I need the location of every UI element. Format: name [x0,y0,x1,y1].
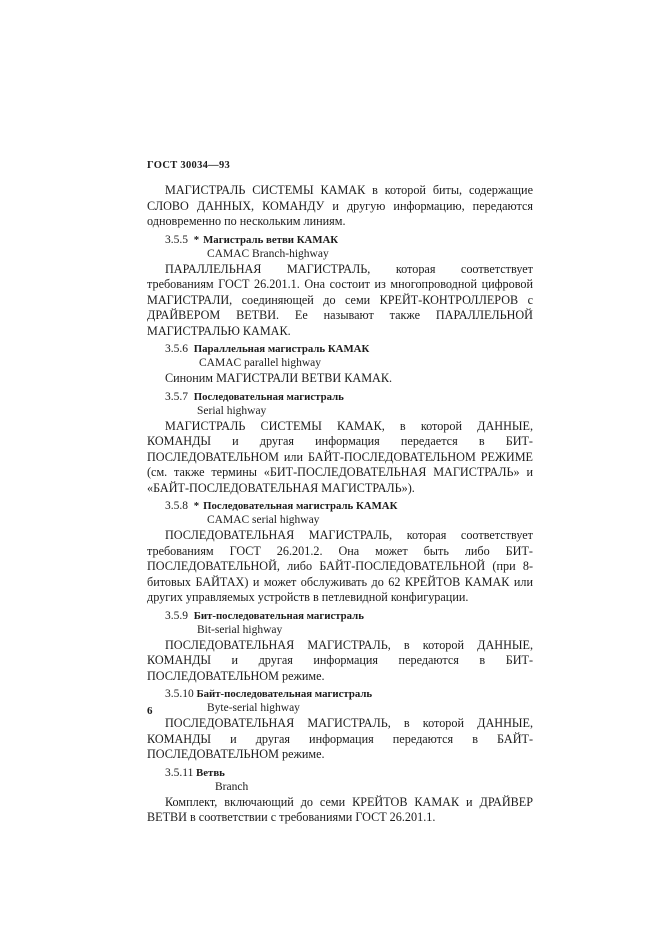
term-heading [147,499,533,527]
term-title: Параллельная магистраль КАМАК [193,343,370,355]
term-definition: ПОСЛЕДОВАТЕЛЬНАЯ МАГИСТРАЛЬ, в которой ДАННЫЕ, КОМАНДЫ и другая информация передаются в БИТ-ПОСЛЕДОВАТЕЛЬНОМ режиме. [147,637,533,683]
term-english: Branch [215,780,249,793]
term-entry [147,687,533,763]
term-number: 3.5.7 [165,390,188,403]
term-title-line [147,390,533,405]
term-title-line [147,499,533,514]
term-definition: Синоним МАГИСТРАЛИ ВЕТВИ КАМАК. [165,371,393,385]
term-number: 3.5.10 [165,688,194,700]
term-title-line [147,766,533,781]
term-definition: ПОСЛЕДОВАТЕЛЬНАЯ МАГИСТРАЛЬ, в которой ДАННЫЕ, КОМАНДЫ и другая информация передаются в БАЙТ-ПОСЛЕДОВАТЕЛЬНОМ режиме. [147,716,533,761]
term-number: 3.5.8 [165,500,188,512]
term-title: Последовательная магистраль КАМАК [203,500,398,512]
intro-paragraph: МАГИСТРАЛЬ СИСТЕМЫ КАМАК в которой биты, содержащие СЛОВО ДАННЫХ, КОМАНДУ и другую информацию, передаются одновременно по нескольким линиям. [147,183,533,228]
term-entry [147,233,533,340]
term-definition: ПОСЛЕДОВАТЕЛЬНАЯ МАГИСТРАЛЬ, которая соответствует требованиям ГОСТ 26.201.2. Она может быть либо БИТ-ПОСЛЕДОВАТЕЛЬНОЙ, либо БАЙТ-ПОСЛЕДОВАТЕЛЬНОЙ (при 8-битовых БАЙТАХ) и может обслуживать до 62 КРЕЙТОВ КАМАК или других управляемых устройств в петлевидной конфигурации. [147,528,533,604]
term-title-line [147,233,533,248]
term-number: 3.5.9 [165,609,188,622]
term-title: Последовательная магистраль [193,390,344,403]
term-entry [147,609,533,685]
term-english: Bit-serial highway [197,623,283,636]
term-definition: МАГИСТРАЛЬ СИСТЕМЫ КАМАК, в которой ДАННЫЕ, КОМАНДЫ и другая информация передается в БИТ-ПОСЛЕДОВАТЕЛЬНОМ или БАЙТ-ПОСЛЕДОВАТЕЛЬНОМ РЕЖИМЕ (см. также термины «БИТ-ПОСЛЕДОВАТЕЛЬНАЯ МАГИСТРАЛЬ» и «БАЙТ-ПОСЛЕДОВАТЕЛЬНАЯ МАГИСТРАЛЬ»). [147,418,533,495]
term-heading [147,390,533,418]
term-entries [147,233,533,826]
term-english: Byte-serial highway [207,702,300,714]
term-star-mark: * [193,233,200,246]
term-definition: Комплект, включающий до семи КРЕЙТОВ КАМАК и ДРАЙВЕР ВЕТВИ в соответствии с требованиями ГОСТ 26.201.1. [147,794,533,824]
term-english: Serial highway [197,404,267,417]
term-title: Магистраль ветви КАМАК [203,233,339,246]
term-heading [147,609,533,637]
term-entry [147,390,533,497]
term-star-mark: * [193,500,200,512]
term-title: Байт-последовательная магистраль [196,688,373,700]
term-title-line [147,609,533,624]
document-body [147,183,533,826]
term-entry [147,766,533,826]
term-entry [147,342,533,387]
term-definition: ПАРАЛЛЕЛЬНАЯ МАГИСТРАЛЬ, которая соответствует требованиям ГОСТ 26.201.1. Она состоит из многопроводной цифровой МАГИСТРАЛИ, соединяющей до семи КРЕЙТ-КОНТРОЛЛЕРОВ с ДРАЙВЕРОМ ВЕТВИ. Ее называют также ПАРАЛЛЕЛЬНОЙ МАГИСТРАЛЬЮ КАМАК. [147,261,533,338]
page-number: 6 [147,705,153,717]
term-heading [147,233,533,261]
term-english: CAMAC Branch-highway [207,247,329,260]
term-title: Бит-последовательная магистраль [193,609,364,622]
term-english: CAMAC serial highway [207,514,320,526]
term-heading [147,766,533,794]
standard-header: ГОСТ 30034—93 [147,160,231,171]
term-title-line [147,342,533,357]
term-number: 3.5.6 [165,343,188,355]
term-number: 3.5.11 [165,766,194,779]
term-title: Ветвь [196,766,225,779]
term-title-line [147,687,533,702]
term-number: 3.5.5 [165,233,188,246]
term-entry [147,499,533,606]
term-english: CAMAC parallel highway [199,357,322,369]
term-heading [147,342,533,370]
term-heading [147,687,533,715]
